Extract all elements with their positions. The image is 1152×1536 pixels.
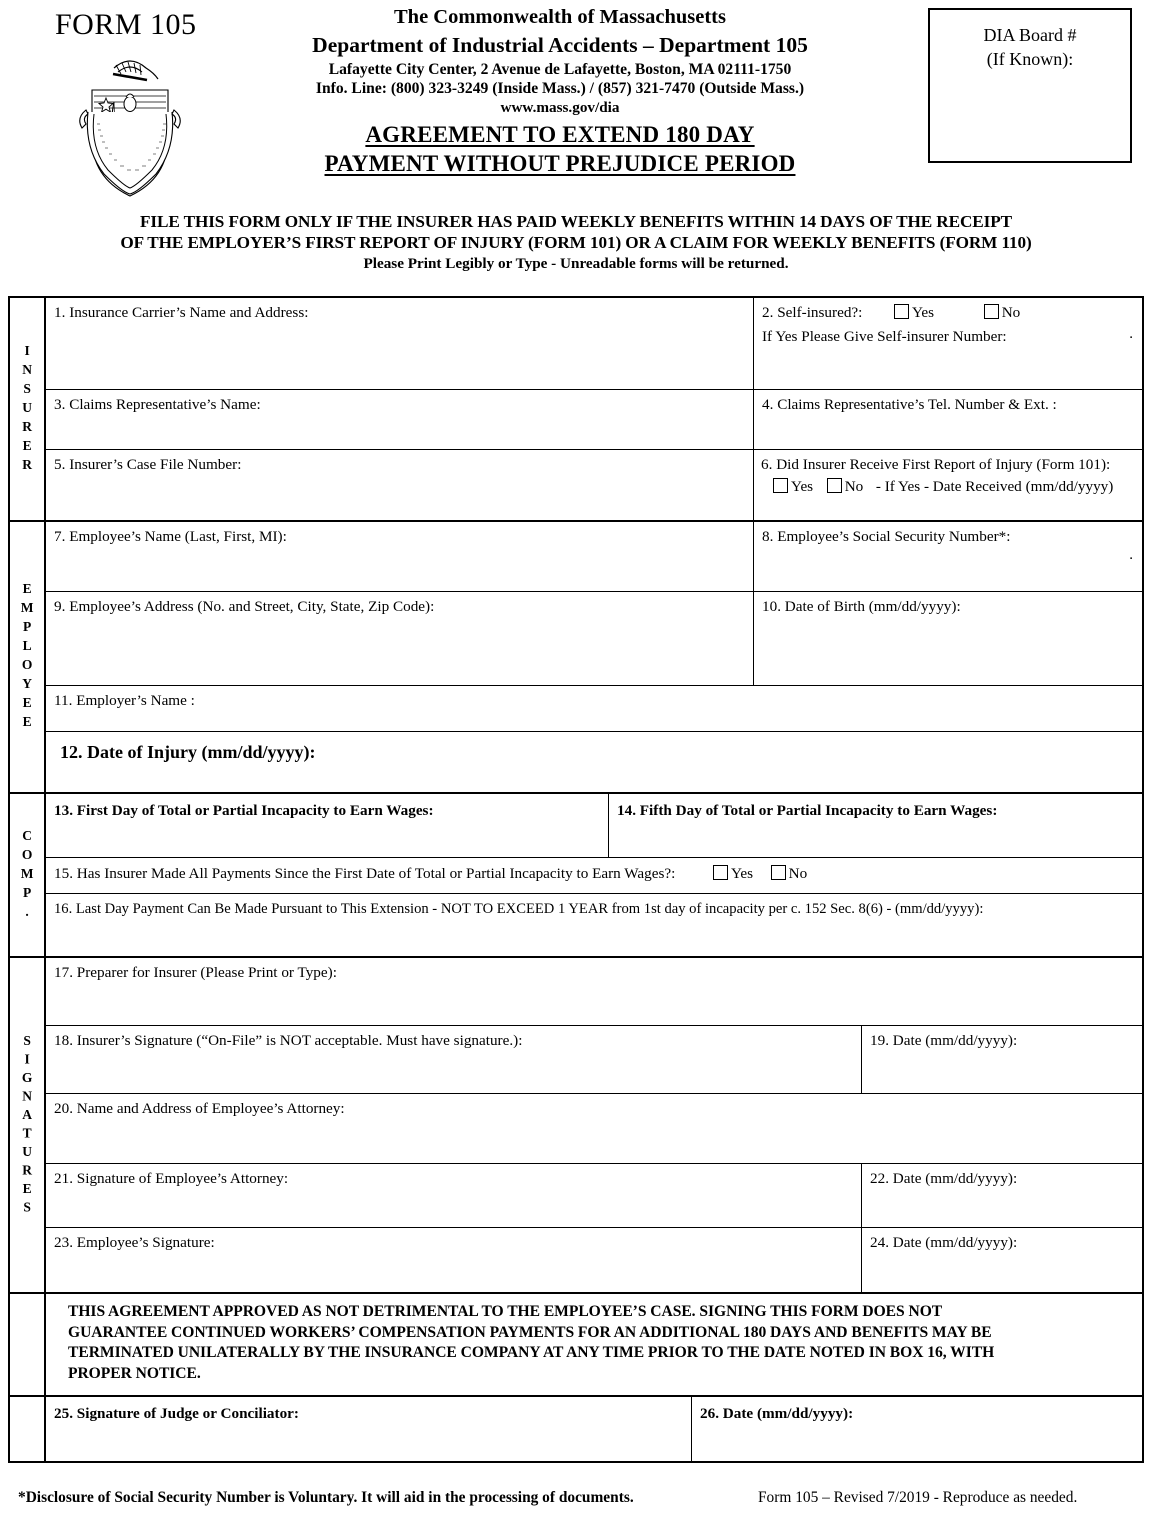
section-label-signatures	[10, 958, 46, 1292]
field-4-claims-rep-phone[interactable]	[754, 390, 1142, 449]
row-13-14	[46, 794, 1142, 858]
dia-board-label-line1: DIA Board #	[983, 25, 1077, 45]
section-employee	[10, 522, 1142, 794]
checkbox-first-report-yes[interactable]	[773, 478, 788, 493]
field-23-employee-signature[interactable]	[46, 1228, 862, 1292]
info-line: Info. Line: (800) 323-3249 (Inside Mass.) / (857) 321-7470 (Outside Mass.)	[315, 79, 805, 97]
field-17-preparer-for-insurer[interactable]	[46, 958, 1142, 1025]
checkbox-all-payments-yes-label: Yes	[730, 865, 754, 882]
ssn-disclosure-note: *Disclosure of Social Security Number is Voluntary. It will aid in the processing of documents.	[18, 1489, 634, 1506]
field-26-label: 26. Date (mm/dd/yyyy):	[700, 1404, 854, 1422]
field-22-label: 22. Date (mm/dd/yyyy):	[870, 1170, 1018, 1187]
field-16-label: 16. Last Day Payment Can Be Made Pursuant to This Extension - NOT TO EXCEED 1 YEAR from 1st day of incapacity per c. 152 Sec. 8(6) - (mm/dd/yyyy):	[54, 901, 984, 917]
form-number: FORM 105	[55, 8, 197, 41]
checkbox-first-report-no-label: No	[844, 477, 864, 495]
field-19-label: 19. Date (mm/dd/yyyy):	[870, 1032, 1018, 1049]
field-3-label: 3. Claims Representative’s Name:	[54, 396, 261, 413]
form-header	[0, 0, 1152, 212]
commonwealth-line: The Commonwealth of Massachusetts	[394, 6, 726, 28]
section-label-comp-text: COMP.	[19, 827, 35, 923]
field-5-label: 5. Insurer’s Case File Number:	[54, 456, 242, 473]
row-1-2	[46, 298, 1142, 390]
field-16-last-day-payment[interactable]	[46, 894, 1142, 956]
address-line: Lafayette City Center, 2 Avenue de Lafayette, Boston, MA 02111-1750	[328, 60, 792, 78]
approval-statement	[46, 1294, 1142, 1395]
field-22-date[interactable]	[862, 1164, 1142, 1227]
field-24-label: 24. Date (mm/dd/yyyy):	[870, 1234, 1018, 1251]
form-revision-note: Form 105 – Revised 7/2019 - Reproduce as needed.	[758, 1489, 1078, 1506]
field-21-label: 21. Signature of Employee’s Attorney:	[54, 1170, 289, 1187]
row-11	[46, 686, 1142, 732]
field-14-label: 14. Fifth Day of Total or Partial Incapacity to Earn Wages:	[617, 802, 998, 819]
row-18-19	[46, 1026, 1142, 1094]
section-approval	[10, 1294, 1142, 1397]
row-7-8	[46, 522, 1142, 592]
massachusetts-state-seal-icon	[70, 52, 190, 202]
field-18-insurer-signature[interactable]	[46, 1026, 862, 1093]
notice-line-2: OF THE EMPLOYER’S FIRST REPORT OF INJURY (FORM 101) OR A CLAIM FOR WEEKLY BENEFITS (FORM 110)	[120, 232, 1032, 252]
checkbox-self-insured-yes[interactable]	[894, 304, 909, 319]
field-20-attorney-name-address[interactable]	[46, 1094, 1142, 1163]
checkbox-self-insured-no-label: No	[1001, 304, 1021, 321]
field-26-date[interactable]	[692, 1397, 1142, 1461]
checkbox-self-insured-yes-label: Yes	[911, 304, 935, 321]
checkbox-first-report-no[interactable]	[827, 478, 842, 493]
field-2-self-insurer-number-label: If Yes Please Give Self-insurer Number:	[762, 327, 1007, 345]
field-23-label: 23. Employee’s Signature:	[54, 1234, 215, 1251]
checkbox-self-insured-no[interactable]	[984, 304, 999, 319]
field-9-label: 9. Employee’s Address (No. and Street, City, State, Zip Code):	[54, 598, 435, 615]
approval-line-1: THIS AGREEMENT APPROVED AS NOT DETRIMENTAL TO THE EMPLOYEE’S CASE. SIGNING THIS FORM DOES NOT	[68, 1303, 943, 1320]
field-20-label: 20. Name and Address of Employee’s Attorney:	[54, 1100, 345, 1117]
page-title-line1: AGREEMENT TO EXTEND 180 DAY	[365, 122, 755, 148]
section-judge	[10, 1397, 1142, 1463]
field-10-date-of-birth[interactable]	[754, 592, 1142, 685]
checkbox-all-payments-no[interactable]	[771, 865, 786, 880]
filing-notice	[0, 212, 1152, 274]
field-18-label: 18. Insurer’s Signature (“On-File” is NOT acceptable. Must have signature.):	[54, 1032, 523, 1049]
field-15-all-payments-made[interactable]	[46, 858, 1142, 893]
field-8-label: 8. Employee’s Social Security Number*:	[762, 528, 1011, 545]
row-12	[46, 732, 1142, 792]
section-label-signatures-text: SIGNATURES	[19, 1032, 35, 1218]
dia-board-label-line2: (If Known):	[986, 48, 1074, 69]
row-21-22	[46, 1164, 1142, 1228]
field-17-label: 17. Preparer for Insurer (Please Print or Type):	[54, 964, 337, 981]
field-13-label: 13. First Day of Total or Partial Incapacity to Earn Wages:	[54, 802, 434, 819]
field-12-label: 12. Date of Injury (mm/dd/yyyy):	[60, 742, 316, 762]
field-5-case-file-number[interactable]	[46, 450, 754, 520]
checkbox-all-payments-yes[interactable]	[713, 865, 728, 880]
page-title	[210, 121, 910, 177]
notice-line-3: Please Print Legibly or Type - Unreadable forms will be returned.	[363, 255, 789, 273]
field-6-date-received-label: - If Yes - Date Received (mm/dd/yyyy)	[875, 477, 1114, 495]
field-25-label: 25. Signature of Judge or Conciliator:	[54, 1404, 299, 1422]
department-line: Department of Industrial Accidents – Department 105	[312, 32, 808, 57]
field-13-first-day-incapacity[interactable]	[46, 794, 609, 857]
field-2-self-insured[interactable]	[754, 298, 1142, 389]
field-21-attorney-signature[interactable]	[46, 1164, 862, 1227]
section-label-approval-blank	[10, 1294, 46, 1395]
field-15-label: 15. Has Insurer Made All Payments Since the First Date of Total or Partial Incapacity to Earn Wages?:	[54, 865, 676, 882]
notice-line-1: FILE THIS FORM ONLY IF THE INSURER HAS PAID WEEKLY BENEFITS WITHIN 14 DAYS OF THE RECEIPT	[139, 212, 1013, 231]
field-7-employee-name[interactable]	[46, 522, 754, 591]
row-3-4	[46, 390, 1142, 450]
section-signatures	[10, 958, 1142, 1294]
field-1-insurance-carrier[interactable]	[46, 298, 754, 389]
row-9-10	[46, 592, 1142, 686]
field-9-employee-address[interactable]	[46, 592, 754, 685]
field-12-date-of-injury[interactable]	[46, 732, 1142, 792]
row-5-6	[46, 450, 1142, 520]
scan-artifact-dot: .	[1129, 325, 1133, 342]
field-10-label: 10. Date of Birth (mm/dd/yyyy):	[762, 598, 961, 615]
row-16	[46, 894, 1142, 956]
approval-line-2: GUARANTEE CONTINUED WORKERS’ COMPENSATION PAYMENTS FOR AN ADDITIONAL 180 DAYS AND BENEFITS MAY BE	[68, 1323, 992, 1341]
field-25-judge-signature[interactable]	[46, 1397, 692, 1461]
field-19-date[interactable]	[862, 1026, 1142, 1093]
field-2-label: 2. Self-insured?:	[762, 304, 863, 321]
website-line: www.mass.gov/dia	[500, 98, 620, 116]
checkbox-all-payments-no-label: No	[788, 865, 808, 882]
section-label-insurer-text: INSURER	[19, 342, 35, 476]
field-6-label: 6. Did Insurer Receive First Report of Injury (Form 101):	[761, 456, 1111, 473]
row-23-24	[46, 1228, 1142, 1292]
form-body-table	[8, 296, 1144, 1463]
field-4-label: 4. Claims Representative’s Tel. Number & Ext. :	[762, 396, 1057, 413]
approval-line-3: TERMINATED UNILATERALLY BY THE INSURANCE COMPANY AT ANY TIME PRIOR TO THE DATE NOTED IN BOX 16, WITH	[68, 1344, 995, 1362]
row-25-26	[46, 1397, 1142, 1461]
row-20	[46, 1094, 1142, 1164]
section-label-judge-blank	[10, 1397, 46, 1461]
field-6-first-report-received[interactable]	[754, 450, 1142, 520]
approval-line-4: PROPER NOTICE.	[68, 1365, 201, 1383]
field-11-label: 11. Employer’s Name :	[54, 692, 195, 709]
field-8-employee-ssn[interactable]	[754, 522, 1142, 591]
section-label-insurer	[10, 298, 46, 520]
section-comp	[10, 794, 1142, 958]
field-1-label: 1. Insurance Carrier’s Name and Address:	[54, 304, 309, 321]
field-3-claims-rep-name[interactable]	[46, 390, 754, 449]
section-label-employee-text: EMPLOYEE	[19, 581, 35, 733]
form-footer	[0, 1489, 1152, 1507]
section-insurer	[10, 298, 1142, 522]
field-24-date[interactable]	[862, 1228, 1142, 1292]
row-15	[46, 858, 1142, 894]
field-7-label: 7. Employee’s Name (Last, First, MI):	[54, 528, 287, 545]
scan-artifact-dot-2: .	[1129, 547, 1133, 563]
row-17	[46, 958, 1142, 1026]
field-11-employer-name[interactable]	[46, 686, 1142, 731]
dia-board-number-box[interactable]	[928, 8, 1132, 163]
field-14-fifth-day-incapacity[interactable]	[609, 794, 1142, 857]
section-label-comp	[10, 794, 46, 956]
section-label-employee	[10, 522, 46, 792]
header-text-block	[210, 6, 910, 178]
page-title-line2: PAYMENT WITHOUT PREJUDICE PERIOD	[324, 150, 796, 176]
checkbox-first-report-yes-label: Yes	[791, 477, 814, 495]
